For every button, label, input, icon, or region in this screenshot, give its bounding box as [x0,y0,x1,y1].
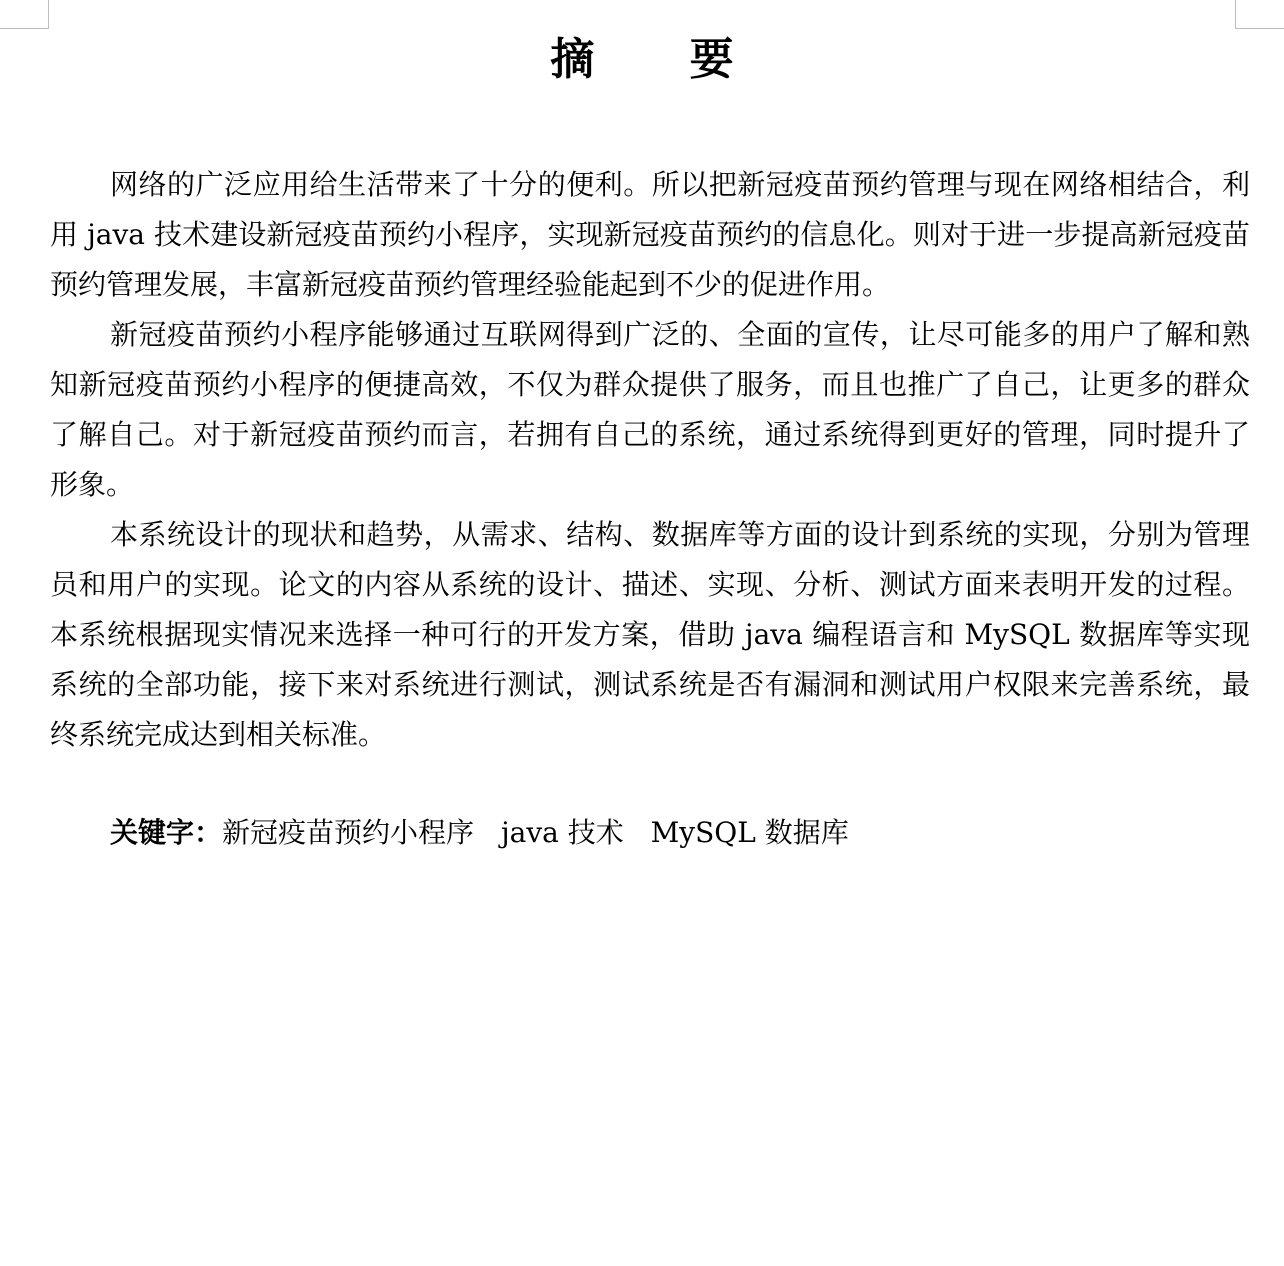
keywords-label: 关键字： [110,816,223,849]
keyword-item: 新冠疫苗预约小程序 [222,816,475,849]
abstract-paragraph-3: 本系统设计的现状和趋势，从需求、结构、数据库等方面的设计到系统的实现，分别为管理员和用户的实现。论文的内容从系统的设计、描述、实现、分析、测试方面来表明开发的过程。本系统根据现实情况来选择一种可行的开发方案，借助 java 编程语言和 MySQL 数据库等实现系统的全部功能，接下来对系统进行测试，测试系统是否有漏洞和测试用户权限来完善系统，最终系统完成达到相关标准。 [50,518,1250,751]
page-title: 摘 要 [550,34,774,85]
keyword-item: MySQL 数据库 [650,816,849,849]
abstract-body [50,160,1250,760]
crop-mark-top-right [1235,0,1284,29]
crop-mark-top-left [0,0,49,29]
abstract-paragraph-2: 新冠疫苗预约小程序能够通过互联网得到广泛的、全面的宣传，让尽可能多的用户了解和熟知新冠疫苗预约小程序的便捷高效，不仅为群众提供了服务，而且也推广了自己，让更多的群众了解自己。对于新冠疫苗预约而言，若拥有自己的系统，通过系统得到更好的管理，同时提升了形象。 [50,318,1250,501]
abstract-paragraph-1: 网络的广泛应用给生活带来了十分的便利。所以把新冠疫苗预约管理与现在网络相结合，利用 java 技术建设新冠疫苗预约小程序，实现新冠疫苗预约的信息化。则对于进一步提高新冠疫苗预约管理发展，丰富新冠疫苗预约管理经验能起到不少的促进作用。 [50,168,1250,301]
keywords-line [110,808,867,858]
keyword-item: java 技术 [500,816,624,849]
